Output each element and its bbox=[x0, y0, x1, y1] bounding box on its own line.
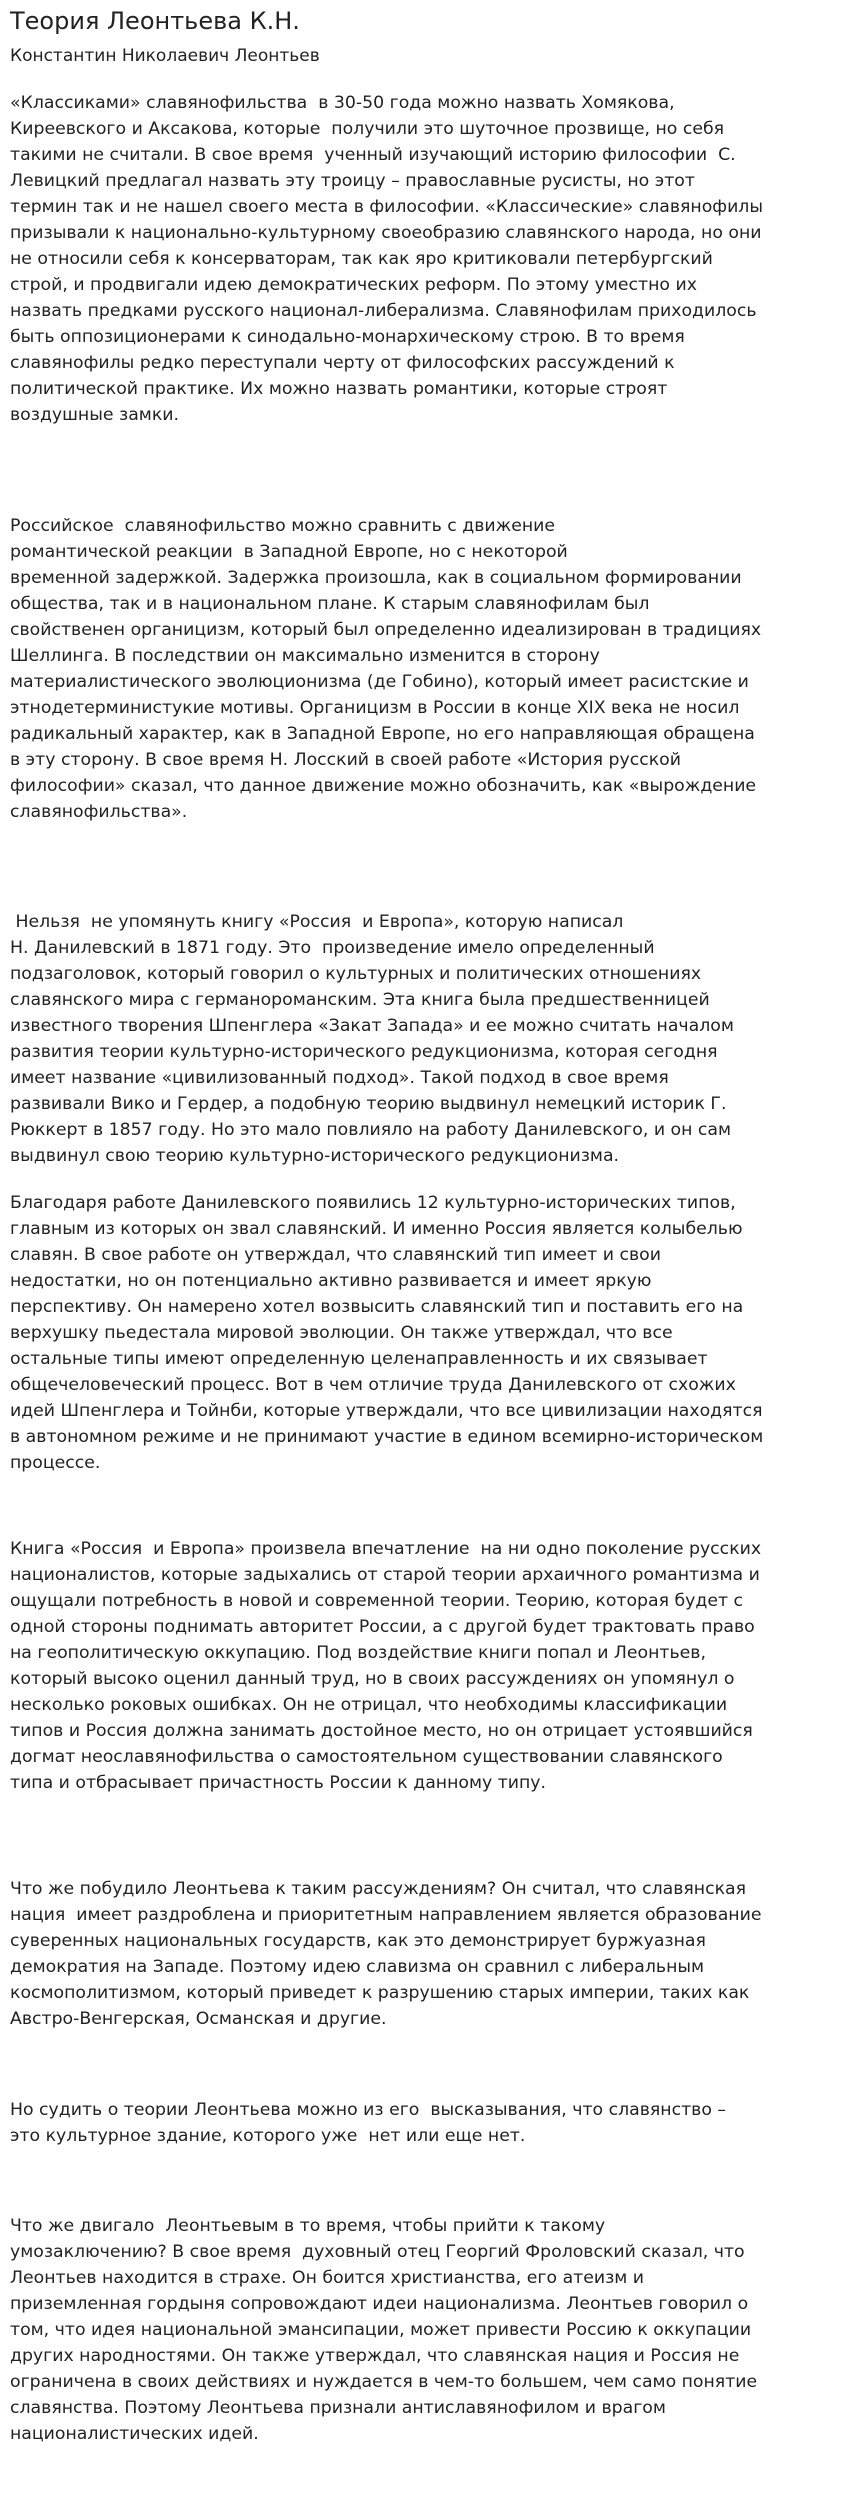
paragraph-line: Благодаря работе Данилевского появились 12 культурно-исторических типов, bbox=[10, 1193, 736, 1213]
paragraph-line: Леонтьев находится в страхе. Он боится христианства, его атеизм и bbox=[10, 2268, 645, 2288]
paragraph-line: призывали к национально-культурному своеобразию славянского народа, но они bbox=[10, 223, 762, 243]
paragraph-line: «Классиками» славянофильства в 30-50 года можно назвать Хомякова, bbox=[10, 93, 675, 113]
paragraph-line: космополитизмом, который приведет к разрушению старых империи, таких как bbox=[10, 1983, 750, 2003]
paragraph-line: одной стороны поднимать авторитет России, а с другой будет трактовать право bbox=[10, 1617, 755, 1637]
paragraph-line: славянофилы редко переступали черту от философских рассуждений к bbox=[10, 353, 675, 373]
paragraph-line: Нельзя не упомянуть книгу «Россия и Европа», которую написал bbox=[10, 912, 624, 932]
paragraph-line: суверенных национальных государств, как это демонстрирует буржуазная bbox=[10, 1931, 706, 1951]
paragraph-line: Рюккерт в 1857 году. Но это мало повлияло на работу Данилевского, и он сам bbox=[10, 1120, 732, 1140]
paragraph-line: националистов, которые задыхались от старой теории архаичного романтизма и bbox=[10, 1565, 760, 1585]
paragraph-line: несколько роковых ошибках. Он не отрицал, что необходимы классификации bbox=[10, 1695, 728, 1715]
paragraph-1 bbox=[10, 90, 847, 428]
paragraph-line: временной задержкой. Задержка произошла, как в социальном формировании bbox=[10, 568, 742, 588]
paragraph-line: свойственен органицизм, который был определенно идеализирован в традициях bbox=[10, 620, 762, 640]
paragraph-line: подзаголовок, который говорил о культурных и политических отношениях bbox=[10, 964, 702, 984]
paragraph-line: Российское славянофильство можно сравнить с движение bbox=[10, 516, 556, 536]
paragraph-line: перспективу. Он намерено хотел возвысить славянский тип и поставить его на bbox=[10, 1297, 744, 1317]
paragraph-line: общечеловеческий процесс. Вот в чем отличие труда Данилевского от схожих bbox=[10, 1375, 736, 1395]
paragraph-line: в автономном режиме и не принимают участие в едином всемирно-историческом bbox=[10, 1427, 764, 1447]
paragraph-line: Что же побудило Леонтьева к таким рассуждениям? Он считал, что славянская bbox=[10, 1879, 747, 1899]
paragraph-line: славянского мира с германороманским. Эта книга была предшественницей bbox=[10, 990, 710, 1010]
paragraph-line: националистических идей. bbox=[10, 2424, 259, 2444]
paragraph-line: назвать предками русского национал-либерализма. Славянофилам приходилось bbox=[10, 301, 757, 321]
paragraph-line: славянофильства». bbox=[10, 802, 188, 822]
paragraph-line: развивали Вико и Гердер, а подобную теорию выдвинул немецкий историк Г. bbox=[10, 1094, 727, 1114]
paragraph-line: развития теории культурно-исторического редукционизма, которая сегодня bbox=[10, 1042, 718, 1062]
paragraph-line: приземленная гордыня сопровождают идеи национализма. Леонтьев говорил о bbox=[10, 2294, 749, 2314]
paragraph-line: остальные типы имеют определенную целенаправленность и их связывает bbox=[10, 1349, 708, 1369]
paragraph-line: других народностями. Он также утверждал, что славянская нация и Россия не bbox=[10, 2346, 740, 2366]
paragraph-line: быть оппозиционерами к синодально-монархическому строю. В то время bbox=[10, 327, 685, 347]
paragraph-line: типа и отбрасывает причастность России к данному типу. bbox=[10, 1773, 547, 1793]
paragraph-line: славянства. Поэтому Леонтьева признали антиславянофилом и врагом bbox=[10, 2398, 666, 2418]
paragraph-line: типов и Россия должна занимать достойное место, но он отрицает устоявшийся bbox=[10, 1721, 753, 1741]
paragraph-line: не относили себя к консерваторам, так как яро критиковали петербургский bbox=[10, 249, 713, 269]
paragraph-6 bbox=[10, 1876, 847, 2032]
paragraph-line: в эту сторону. В свое время Н. Лосский в своей работе «История русской bbox=[10, 750, 681, 770]
paragraph-line: Австро-Венгерская, Османская и другие. bbox=[10, 2009, 387, 2029]
paragraph-line: на геополитическую оккупацию. Под воздействие книги попал и Леонтьев, bbox=[10, 1643, 706, 1663]
paragraph-line: процессе. bbox=[10, 1453, 101, 1473]
paragraph-line: ощущали потребность в новой и современной теории. Теорию, которая будет с bbox=[10, 1591, 744, 1611]
paragraph-line: славян. В свое работе он утверждал, что славянский тип имеет и свои bbox=[10, 1245, 661, 1265]
paragraph-line: философии» сказал, что данное движение можно обозначить, как «вырождение bbox=[10, 776, 757, 796]
paragraph-line: Н. Данилевский в 1871 году. Это произведение имело определенный bbox=[10, 938, 655, 958]
paragraph-line: общества, так и в национальном плане. К старым славянофилам был bbox=[10, 594, 650, 614]
paragraph-2 bbox=[10, 513, 847, 825]
paragraph-line: это культурное здание, которого уже нет или еще нет. bbox=[10, 2126, 526, 2146]
paragraph-line: Киреевского и Аксакова, которые получили это шуточное прозвище, но себя bbox=[10, 119, 725, 139]
article-author: Константин Николаевич Леонтьев bbox=[10, 46, 320, 66]
paragraph-line: Что же двигало Леонтьевым в то время, чтобы прийти к такому bbox=[10, 2216, 606, 2236]
paragraph-line: выдвинул свою теорию культурно-исторического редукционизма. bbox=[10, 1146, 620, 1166]
paragraph-line: Книга «Россия и Европа» произвела впечатление на ни одно поколение русских bbox=[10, 1539, 762, 1559]
paragraph-line: который высоко оценил данный труд, но в своих рассуждениях он упомянул о bbox=[10, 1669, 735, 1689]
paragraph-8 bbox=[10, 2213, 847, 2447]
paragraph-line: романтической реакции в Западной Европе, но с некоторой bbox=[10, 542, 568, 562]
paragraph-line: известного творения Шпенглера «Закат Запада» и ее можно считать началом bbox=[10, 1016, 734, 1036]
paragraph-line: Левицкий предлагал назвать эту троицу – православные русисты, но этот bbox=[10, 171, 695, 191]
paragraph-line: имеет название «цивилизованный подход». Такой подход в свое время bbox=[10, 1068, 669, 1088]
paragraph-7 bbox=[10, 2097, 847, 2149]
paragraph-line: идей Шпенглера и Тойнби, которые утверждали, что все цивилизации находятся bbox=[10, 1401, 763, 1421]
paragraph-line: радикальный характер, как в Западной Европе, но его направляющая обращена bbox=[10, 724, 755, 744]
paragraph-line: строй, и продвигали идею демократических реформ. По этому уместно их bbox=[10, 275, 697, 295]
paragraph-line: том, что идея национальной эмансипации, может привести Россию к оккупации bbox=[10, 2320, 752, 2340]
paragraph-line: верхушку пьедестала мировой эволюции. Он также утверждал, что все bbox=[10, 1323, 673, 1343]
article-title: Теория Леонтьева К.Н. bbox=[10, 7, 300, 35]
paragraph-line: воздушные замки. bbox=[10, 405, 179, 425]
paragraph-line: недостатки, но он потенциально активно развивается и имеет яркую bbox=[10, 1271, 652, 1291]
paragraph-line: термин так и не нашел своего места в философии. «Классические» славянофилы bbox=[10, 197, 764, 217]
paragraph-line: Шеллинга. В последствии он максимально изменится в сторону bbox=[10, 646, 600, 666]
paragraph-line: такими не считали. В свое время ученный изучающий историю философии С. bbox=[10, 145, 736, 165]
paragraph-line: этнодетерминистукие мотивы. Органицизм в России в конце XIX века не носил bbox=[10, 698, 740, 718]
paragraph-4 bbox=[10, 1190, 847, 1476]
paragraph-3 bbox=[10, 909, 847, 1169]
paragraph-line: Но судить о теории Леонтьева можно из его высказывания, что славянство – bbox=[10, 2100, 727, 2120]
paragraph-line: демократия на Западе. Поэтому идею славизма он сравнил с либеральным bbox=[10, 1957, 705, 1977]
paragraph-5 bbox=[10, 1536, 847, 1796]
paragraph-line: нация имеет раздроблена и приоритетным направлением является образование bbox=[10, 1905, 762, 1925]
paragraph-line: политической практике. Их можно назвать романтики, которые строят bbox=[10, 379, 668, 399]
paragraph-line: ограничена в своих действиях и нуждается в чем-то большем, чем само понятие bbox=[10, 2372, 758, 2392]
paragraph-line: догмат неославянофильства о самостоятельном существовании славянского bbox=[10, 1747, 723, 1767]
paragraph-line: умозаключению? В свое время духовный отец Георгий Фроловский сказал, что bbox=[10, 2242, 745, 2262]
paragraph-line: материалистического эволюционизма (де Гобино), который имеет расистские и bbox=[10, 672, 749, 692]
paragraph-line: главным из которых он звал славянский. И именно Россия является колыбелью bbox=[10, 1219, 743, 1239]
